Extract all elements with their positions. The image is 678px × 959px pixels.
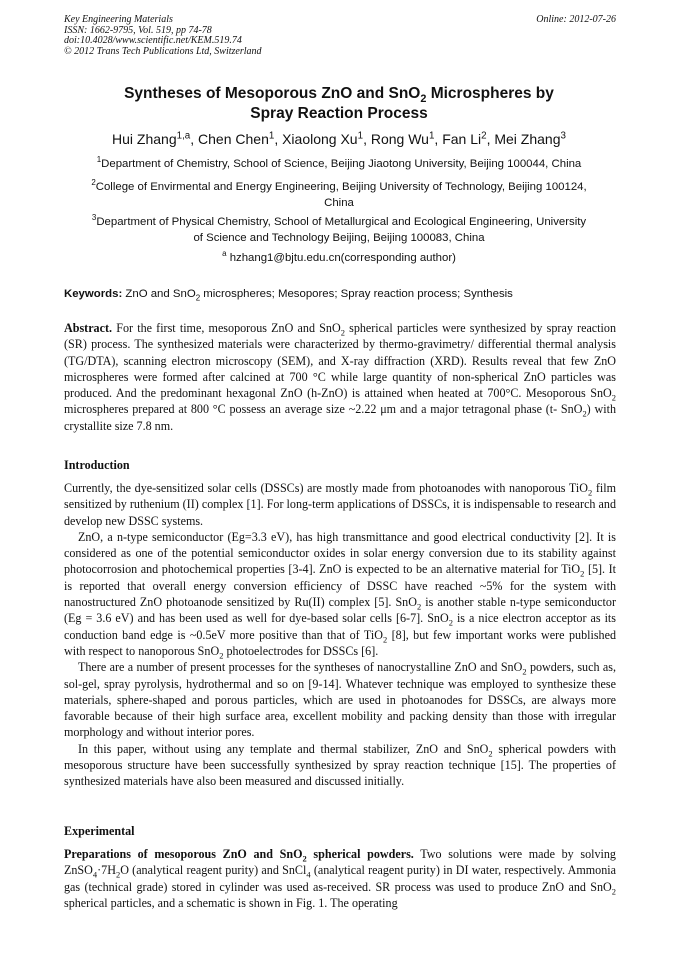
paper-title: Syntheses of Mesoporous ZnO and SnO$_2$ Microspheres by Spray Reaction Process [124, 85, 554, 122]
keywords: Keywords: ZnO and SnO$_2$ microspheres; Mesopores; Spray reaction process; Synthesis [64, 288, 513, 303]
introduction-body [64, 480, 616, 790]
author: Xiaolong Xu$^1$, [282, 130, 371, 147]
author: Chen Chen$^1$, [198, 130, 283, 147]
introduction-heading: Introduction [64, 458, 130, 472]
experimental-body [64, 846, 616, 911]
paragraph: In this paper, without using any template and thermal stabilizer, ZnO and SnO$_2$ spherical powders with mesoporous structure have been successfully synthesized by spray reaction technique [15]. The properties of synthesized materials have also been measured and discussed initially. [64, 741, 616, 789]
copyright-line: © 2012 Trans Tech Publications Ltd, Switzerland [64, 45, 262, 57]
author: Mei Zhang$^3$ [494, 130, 566, 147]
abstract: Abstract. For the first time, mesoporous ZnO and SnO$_2$ spherical particles were synthesized by spray reaction (SR) process. The synthesized materials were characterized by thermo-gravimetry/ differential thermal analysis (TG/DTA), scanning electron microscopy (SEM), and X-ray diffraction (XRD). Results reveal that few ZnO microspheres were formed after calcined at 700 °C while large quantity of non-spherical ZnO particles was produced. And the predominant hexagonal ZnO (h-ZnO) is attained when heated at 700°C. Mesoporous SnO$_2$ microspheres prepared at 800 °C possess an average size ~2.22 μm and a major tetragonal phase (t- SnO$_2$) with crystallite size 7.8 nm. [64, 321, 616, 433]
abstract-label: Abstract. [64, 321, 113, 335]
author: Rong Wu$^1$, [370, 130, 443, 147]
affiliation-3: $^3$Department of Physical Chemistry, School of Metallurgical and Ecological Engineering, University of Science and Technology Beijing, Beijing 100083, China [91, 213, 587, 244]
journal-header [64, 15, 262, 57]
issn-line: ISSN: 1662-9795, Vol. 519, pp 74-78 [64, 24, 212, 36]
affiliation-1: $^1$Department of Chemistry, School of Science, Beijing Jiaotong University, Beijing 100044, China [96, 155, 582, 170]
author-list [64, 130, 614, 148]
keywords-label: Keywords: [64, 288, 123, 300]
paragraph: There are a number of present processes for the syntheses of nanocrystalline ZnO and SnO$_2$ powders, such as, sol-gel, spray pyrolysis, hydrothermal and so on [9-14]. Whatever technique was employed to synthesize these materials, sphere-shaped and porous particles, which are used in photoanodes for DSSCs, are always more favorable because of their high surface area, excellent mobility and packing density than those with irregular morphology and without interior pores. [64, 660, 616, 740]
online-date: Online: 2012-07-26 [536, 14, 616, 25]
affiliation-2: $^2$College of Envirmental and Energy Engineering, Beijing University of Technology, Beijing 100124, China [91, 178, 587, 209]
corresponding-email: $^a$ hzhang1@bjtu.edu.cn(corresponding author) [222, 249, 456, 264]
paragraph: Currently, the dye-sensitized solar cells (DSSCs) are mostly made from photoanodes with nanoporous TiO$_2$ film sensitized by ruthenium (II) complex [1]. For long-term applications of DSSCs, it is indispensable to research and develop new DSSC systems. [64, 481, 616, 528]
author: Fan Li$^2$, [442, 130, 495, 147]
journal-name: Key Engineering Materials [64, 14, 173, 25]
author: Hui Zhang$^{1,a}$, [112, 130, 199, 147]
experimental-heading: Experimental [64, 824, 135, 838]
paragraph: Preparations of mesoporous ZnO and SnO$_2$ spherical powders. Two solutions were made by solving $ZnSO_4\cdot 7H_2O$ (analytical reagent purity) and SnCl$_4$ (analytical reagent purity) in DI water, respectively. Ammonia gas (technical grade) stored in cylinder was used as-received. SR process was used to produce ZnO and SnO$_2$ spherical particles, and a schematic is shown in Fig. 1. The operating [64, 847, 616, 910]
paragraph: ZnO, a n-type semiconductor (Eg=3.3 eV), has high transmittance and good electrical conductivity [2]. It is considered as one of the potential semiconductor oxides in solar energy conversion due to its stability against photocorrosion and photochemical properties [3-4]. ZnO is expected to be an alternative material for TiO$_2$ [5]. It is reported that overall energy conversion efficiency of DSSC have reached ~5% for the system with nanostructured ZnO photoanode sensitized by Ru(II) complex [5]. SnO$_2$ is another stable n-type semiconductor (Eg = 3.6 eV) and has been used as well for dye-based solar cells [6-7]. SnO$_2$ is a nice electron acceptor as its conduction band edge is ~0.5eV more positive than that of TiO$_2$ [8], but few important works were published with respect to nanoporous SnO$_2$ photoelectrodes for DSSCs [6]. [64, 529, 617, 661]
doi-line: doi:10.4028/www.scientific.net/KEM.519.74 [64, 35, 242, 47]
